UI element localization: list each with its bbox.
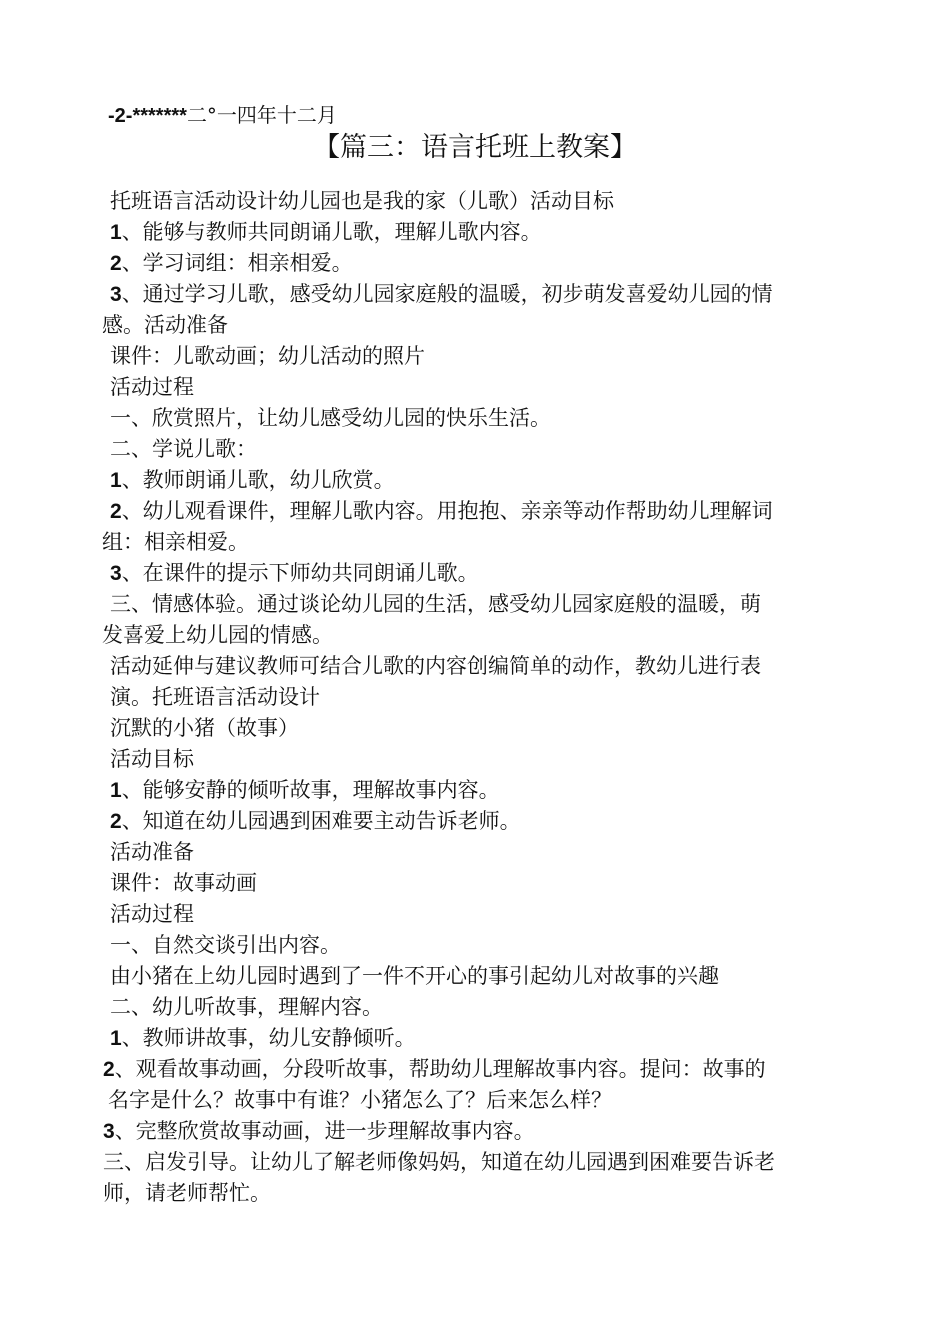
line-text: 感。活动准备: [102, 313, 228, 337]
line-text: 演。托班语言活动设计: [110, 685, 320, 709]
line-text: 、教师朗诵儿歌，幼儿欣赏。: [121, 468, 395, 492]
text-line: [110, 403, 551, 433]
text-line: [110, 434, 257, 464]
text-line: [110, 744, 194, 774]
text-line: [110, 868, 257, 898]
text-line: [110, 930, 341, 960]
line-text: 课件：故事动画: [110, 871, 257, 895]
list-number: 1: [110, 469, 122, 492]
line-text: 、幼儿观看课件，理解儿歌内容。用抱抱、亲亲等动作帮助幼儿理解词: [121, 499, 773, 523]
text-line: [110, 775, 500, 806]
line-text: 一、自然交谈引出内容。: [110, 933, 341, 957]
line-text: 、能够安静的倾听故事，理解故事内容。: [121, 778, 500, 802]
line-text: 、知道在幼儿园遇到困难要主动告诉老师。: [121, 809, 521, 833]
text-line: [110, 899, 194, 929]
text-line: [103, 1116, 535, 1147]
list-number: 1: [110, 779, 122, 802]
list-number: 1: [110, 221, 122, 244]
text-line: [110, 186, 614, 216]
line-text: 名字是什么？故事中有谁？小猪怎么了？后来怎么样？: [108, 1088, 612, 1112]
line-text: 、完整欣赏故事动画，进一步理解故事内容。: [114, 1119, 535, 1143]
line-text: 沉默的小猪（故事）: [110, 716, 299, 740]
list-number: 2: [110, 810, 122, 833]
page-header: [108, 101, 337, 130]
line-text: 二、幼儿听故事，理解内容。: [110, 995, 383, 1019]
text-line: [110, 248, 353, 279]
text-line: [110, 341, 425, 371]
text-line: [103, 1178, 271, 1208]
text-line: [103, 1147, 775, 1177]
line-text: 三、启发引导。让幼儿了解老师像妈妈，知道在幼儿园遇到困难要告诉老: [103, 1150, 775, 1174]
text-line: [110, 589, 761, 619]
text-line: [110, 837, 194, 867]
line-text: 、通过学习儿歌，感受幼儿园家庭般的温暖，初步萌发喜爱幼儿园的情: [121, 282, 773, 306]
line-text: 三、情感体验。通过谈论幼儿园的生活，感受幼儿园家庭般的温暖，萌: [110, 592, 761, 616]
line-text: 活动过程: [110, 902, 194, 926]
text-line: [103, 1054, 766, 1085]
line-text: 托班语言活动设计幼儿园也是我的家（儿歌）活动目标: [110, 189, 614, 213]
text-line: [102, 527, 249, 557]
text-line: [110, 651, 761, 681]
text-line: [110, 558, 479, 589]
text-line: [110, 465, 395, 496]
text-line: [110, 713, 299, 743]
line-text: 发喜爱上幼儿园的情感。: [102, 623, 333, 647]
line-text: 、观看故事动画，分段听故事，帮助幼儿理解故事内容。提问：故事的: [114, 1057, 766, 1081]
line-text: 活动过程: [110, 375, 194, 399]
text-line: [108, 1085, 612, 1115]
text-line: [110, 806, 521, 837]
list-number: 2: [110, 500, 122, 523]
line-text: 二、学说儿歌：: [110, 437, 257, 461]
text-line: [110, 682, 320, 712]
line-text: 由小猪在上幼儿园时遇到了一件不开心的事引起幼儿对故事的兴趣: [110, 964, 719, 988]
line-text: 、教师讲故事，幼儿安静倾听。: [121, 1026, 416, 1050]
line-text: 、学习词组：相亲相爱。: [121, 251, 353, 275]
text-line: [102, 620, 333, 650]
section-title: 【篇三：语言托班上教案】: [313, 132, 637, 163]
line-text: 课件：儿歌动画；幼儿活动的照片: [110, 344, 425, 368]
line-text: 活动准备: [110, 840, 194, 864]
line-text: 、能够与教师共同朗诵儿歌，理解儿歌内容。: [121, 220, 542, 244]
list-number: 2: [110, 252, 122, 275]
text-line: [110, 279, 773, 310]
text-line: [110, 217, 542, 248]
text-line: [102, 310, 228, 340]
text-line: [110, 372, 194, 402]
text-line: [110, 992, 383, 1022]
list-number: 3: [103, 1120, 115, 1143]
list-number: 2: [103, 1058, 115, 1081]
list-number: 1: [110, 1027, 122, 1050]
line-text: 一、欣赏照片，让幼儿感受幼儿园的快乐生活。: [110, 406, 551, 430]
line-text: 活动目标: [110, 747, 194, 771]
header-date: 二°一四年十二月: [186, 103, 337, 127]
text-line: [110, 1023, 416, 1054]
list-number: 3: [110, 283, 122, 306]
line-text: 组：相亲相爱。: [102, 530, 249, 554]
list-number: 3: [110, 562, 122, 585]
text-line: [110, 496, 773, 527]
page-number: -2-*******: [108, 105, 187, 127]
line-text: 、在课件的提示下师幼共同朗诵儿歌。: [121, 561, 479, 585]
text-line: [110, 961, 719, 991]
line-text: 师，请老师帮忙。: [103, 1181, 271, 1205]
line-text: 活动延伸与建议教师可结合儿歌的内容创编简单的动作，教幼儿进行表: [110, 654, 761, 678]
